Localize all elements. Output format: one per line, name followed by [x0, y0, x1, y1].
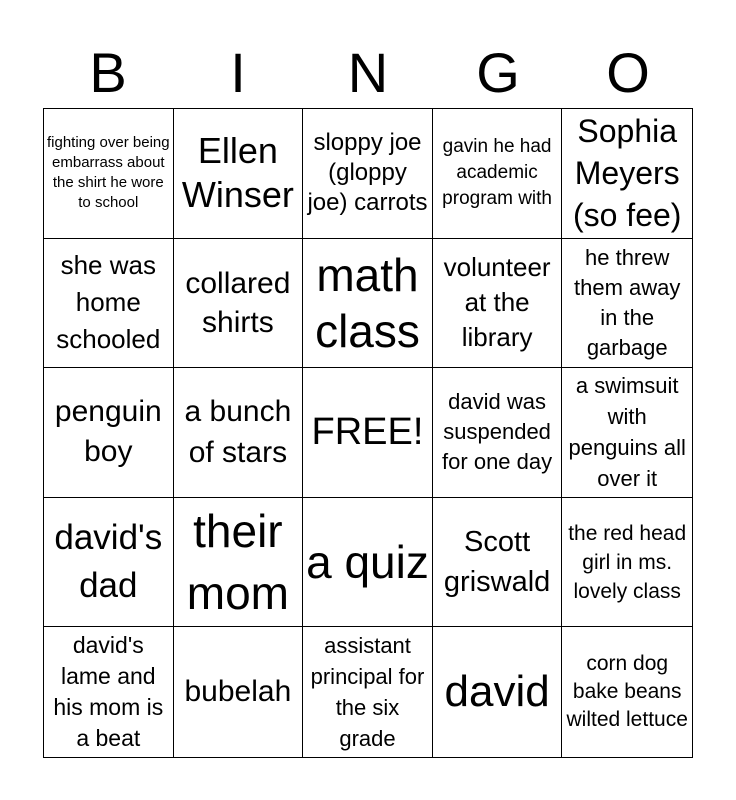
bingo-cell-text: penguin boy	[54, 395, 162, 469]
bingo-header	[43, 38, 693, 108]
bingo-cell[interactable]	[433, 368, 563, 498]
bingo-cell-text: he threw them away in the garbage	[574, 244, 681, 360]
header-letter-o: O	[606, 41, 650, 104]
bingo-cell-text: the red head girl in ms. lovely class	[568, 521, 687, 603]
header-letter-b: B	[89, 41, 127, 104]
bingo-cell[interactable]	[562, 109, 692, 239]
bingo-cell-text: Scott griswald	[443, 526, 551, 599]
bingo-cell-text: Sophia Meyers (so fee)	[572, 113, 682, 234]
bingo-cell-text: fighting over being embarrass about the shirt he wore to school	[47, 134, 170, 212]
bingo-cell-text: assistant principal for the six grade	[310, 633, 425, 752]
bingo-cell[interactable]	[44, 627, 174, 757]
bingo-cell[interactable]	[174, 368, 304, 498]
bingo-cell[interactable]	[174, 498, 304, 628]
bingo-cell-text: FREE!	[311, 411, 424, 454]
bingo-cell-text: david	[444, 667, 550, 717]
bingo-cell[interactable]	[562, 498, 692, 628]
bingo-cell-text: david was suspended for one day	[442, 389, 553, 475]
bingo-cell-text: their mom	[186, 505, 289, 620]
bingo-cell-text: gavin he had academic program with	[442, 136, 552, 210]
bingo-cell[interactable]	[303, 627, 433, 757]
bingo-cell[interactable]	[562, 239, 692, 369]
header-letter-i: I	[230, 41, 246, 104]
bingo-cell-text: sloppy joe (gloppy joe) carrots	[307, 129, 428, 217]
bingo-cell[interactable]	[44, 109, 174, 239]
bingo-cell-text: collared shirts	[185, 266, 291, 339]
bingo-cell-text: corn dog bake beans wilted lettuce	[566, 652, 688, 732]
bingo-cell[interactable]	[562, 368, 692, 498]
bingo-cell-text: a swimsuit with penguins all over it	[568, 373, 686, 492]
bingo-cell-text: she was home schooled	[56, 250, 161, 355]
header-letter-n: N	[347, 41, 389, 104]
bingo-board	[43, 108, 693, 758]
bingo-cell[interactable]	[44, 498, 174, 628]
bingo-cell[interactable]	[303, 109, 433, 239]
bingo-cell[interactable]	[174, 109, 304, 239]
bingo-cell[interactable]	[303, 498, 433, 628]
bingo-cell[interactable]	[44, 368, 174, 498]
bingo-cell[interactable]	[44, 239, 174, 369]
bingo-cell[interactable]	[433, 627, 563, 757]
bingo-cell[interactable]	[433, 498, 563, 628]
bingo-cell-text: bubelah	[184, 675, 292, 709]
bingo-cell-text: Ellen Winser	[181, 130, 294, 216]
bingo-cell-text: a quiz	[306, 536, 429, 589]
bingo-cell[interactable]	[433, 239, 563, 369]
bingo-cell-text: math class	[315, 248, 420, 357]
bingo-cell[interactable]	[303, 239, 433, 369]
bingo-cell[interactable]	[174, 627, 304, 757]
bingo-cell[interactable]	[433, 109, 563, 239]
header-letter-g: G	[476, 41, 520, 104]
bingo-cell-text: david's lame and his mom is a beat	[53, 632, 164, 752]
bingo-cell-text: volunteer at the library	[443, 252, 551, 353]
bingo-cell-text: david's dad	[54, 518, 163, 606]
free-space-cell[interactable]	[303, 368, 433, 498]
bingo-cell-text: a bunch of stars	[184, 395, 292, 470]
bingo-cell[interactable]	[562, 627, 692, 757]
bingo-cell[interactable]	[174, 239, 304, 369]
